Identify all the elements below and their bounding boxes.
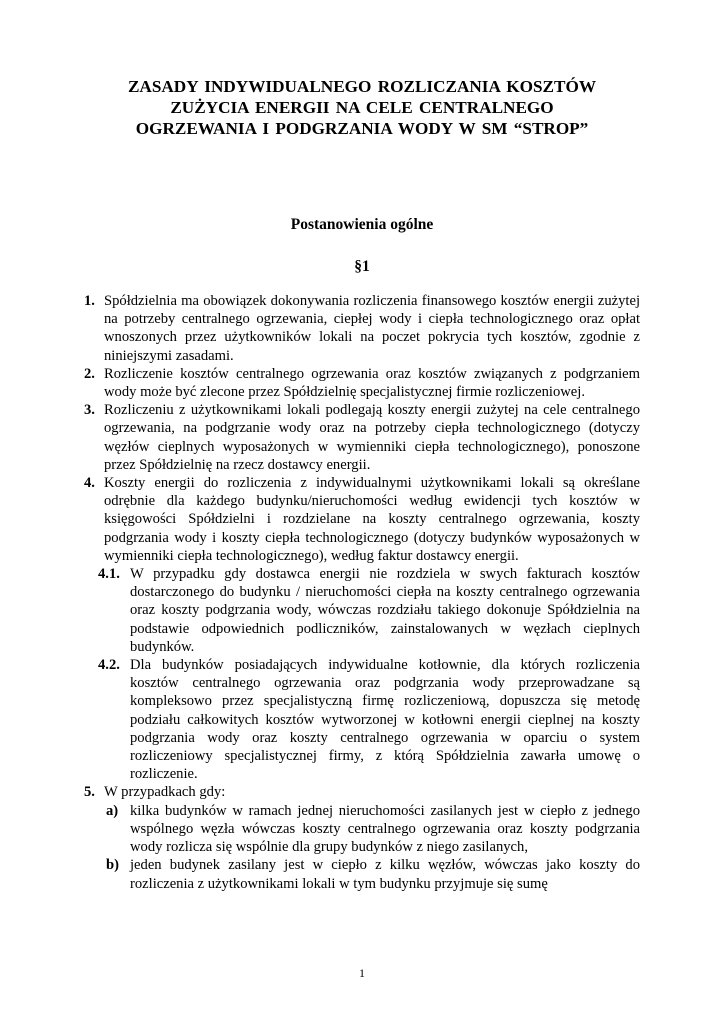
- paragraph-number: 3.: [84, 402, 95, 419]
- paragraph-4: [84, 474, 640, 565]
- subparagraph-4-1: [98, 565, 640, 656]
- title-line-1: ZASADY INDYWIDUALNEGO ROZLICZANIA KOSZTÓW: [127, 77, 597, 96]
- paragraph-text: Rozliczenie kosztów centralnego ogrzewania oraz kosztów związanych z podgrzaniem wody może być zlecone przez Spółdzielnię specjalistycznej firmie rozliczeniowej.: [104, 365, 640, 401]
- list-item-text: kilka budynków w ramach jednej nieruchomości zasilanych jest w ciepło z jednego wspólnego węzła wówczas koszty centralnego ogrzewania oraz koszty podgrzania wody rozlicza się wspólnie dla grupy budynków z niego zasilanych,: [130, 802, 640, 856]
- paragraph-number: 1.: [84, 293, 95, 309]
- subparagraph-number: 4.1.: [98, 566, 120, 583]
- section-heading: Postanowienia ogólne: [290, 216, 434, 233]
- paragraph-5: [84, 783, 640, 801]
- list-item-marker: a): [106, 802, 119, 819]
- title-line-3: OGRZEWANIA I PODGRZANIA WODY W SM “STROP”: [135, 119, 589, 138]
- list-item-a: [106, 802, 640, 857]
- document-title: [60, 76, 664, 139]
- subparagraph-text: W przypadku gdy dostawca energii nie rozdziela w swych fakturach kosztów dostarczonego do budynku / nieruchomości ciepła na koszty centralnego ogrzewania oraz koszty podgrzania wody, wówczas rozdziału takiego dokonuje Spółdzielnia na podstawie odpowiednich podliczników, zainstalowanych w węzłach cieplnych budynków.: [130, 566, 640, 655]
- paragraph-text: Koszty energii do rozliczenia z indywidualnymi użytkownikami lokali są określane odrębnie dla każdego budynku/nieruchomości według ewidencji tych kosztów w księgowości Spółdzielni i rozdzielane na koszty centralnego ogrzewania, koszty podgrzania wody i koszty ciepła technologicznego (dotyczy budynków wyposażonych w wymienniki ciepła technologicznego), według faktur dostawcy energii.: [104, 475, 640, 564]
- paragraph-2: [84, 365, 640, 401]
- paragraph-text: Rozliczeniu z użytkownikami lokali podlegają koszty energii zużytej na cele centralnego ogrzewania, na podgrzanie wody oraz na potrzeby ciepła technologicznego (dotyczy węzłów cieplnych wyposażonych w wymienniki ciepła technologicznego), ponoszone przez Spółdzielnię na rzecz dostawcy energii.: [104, 402, 640, 473]
- paragraph-1: [84, 292, 640, 365]
- list-item-marker: b): [106, 857, 119, 874]
- title-line-2: ZUŻYCIA ENERGII NA CELE CENTRALNEGO: [170, 98, 554, 117]
- list-item-b: [106, 856, 640, 892]
- section-mark: §1: [354, 258, 370, 275]
- paragraph-number: 2.: [84, 365, 95, 382]
- paragraph-number: 5.: [84, 784, 95, 801]
- subparagraph-4-2: [98, 656, 640, 783]
- list-item-text: jeden budynek zasilany jest w ciepło z kilku węzłów, wówczas jako koszty do rozliczenia z użytkownikami lokali w tym budynku przyjmuje się sumę: [130, 857, 640, 892]
- document-body: [84, 292, 640, 893]
- paragraph-text: W przypadkach gdy:: [104, 784, 226, 801]
- page-number: 1: [359, 966, 365, 980]
- paragraph-text: Spółdzielnia ma obowiązek dokonywania rozliczenia finansowego kosztów energii zużytej na potrzeby centralnego ogrzewania, ciepłej wody i ciepła technologicznego oraz opłat wnoszonych przez użytkowników lokali na poczet pokrycia tych kosztów, zgodnie z niniejszymi zasadami.: [104, 293, 640, 364]
- subparagraph-text: Dla budynków posiadających indywidualne kotłownie, dla których rozliczenia kosztów centralnego ogrzewania oraz podgrzania wody przeprowadzane są kompleksowo przez specjalistyczną firmę rozliczeniową, dopuszcza się metodę podziału całkowitych kosztów wytworzonej w kotłowni energii cieplnej na koszty podgrzania wody oraz koszty centralnego ogrzewania w oparciu o system rozliczeniowy specjalistycznej firmy, z którą Spółdzielnia zawarła umowę o rozliczenie.: [130, 657, 640, 783]
- subparagraph-number: 4.2.: [98, 657, 120, 674]
- paragraph-number: 4.: [84, 475, 95, 492]
- paragraph-3: [84, 401, 640, 474]
